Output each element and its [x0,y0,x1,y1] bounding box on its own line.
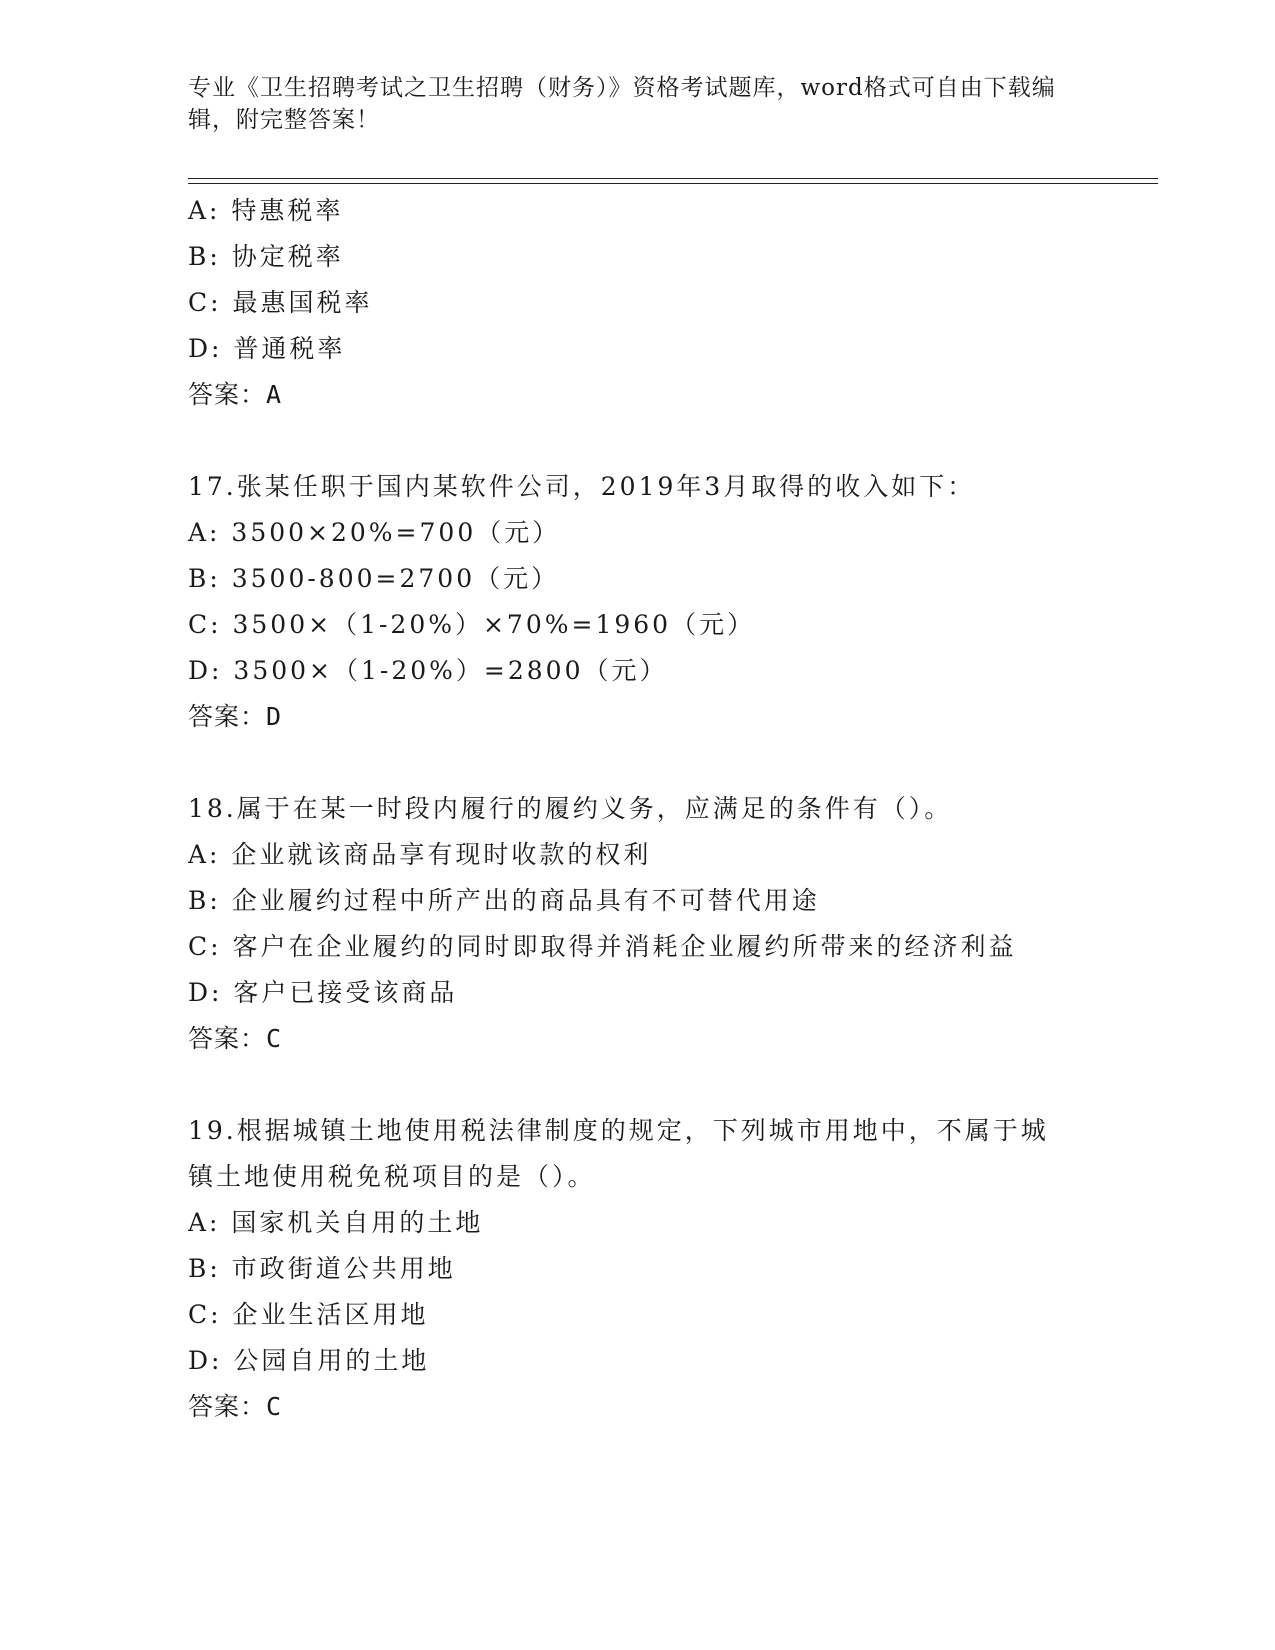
option-b: B: 企业履约过程中所产出的商品具有不可替代用途 [188,886,820,915]
answer-label: 答案： [188,380,267,409]
answer-line [188,694,1128,740]
option-a: A: 国家机关自用的土地 [188,1208,484,1237]
answer-label: 答案： [188,1392,267,1421]
header-divider-bottom [188,183,1158,184]
spacer [188,1062,1128,1108]
answer-value: C [266,1392,283,1421]
option-c: C: 3500×（1-20%）×70%=1960（元） [188,610,756,639]
option-a: A: 特惠税率 [188,196,344,225]
question-stem-line-1: 19.根据城镇土地使用税法律制度的规定，下列城市用地中，不属于城 [188,1116,1049,1145]
header-divider-top [188,178,1158,179]
option-b: B: 协定税率 [188,242,344,271]
option-d: D: 公园自用的土地 [188,1346,430,1375]
option-a: A: 3500×20%=700（元） [188,518,561,547]
question-stem: 17.张某任职于国内某软件公司，2019年3月取得的收入如下： [188,472,976,501]
answer-line [188,1016,1128,1062]
spacer [188,418,1128,464]
answer-label: 答案： [188,1024,267,1053]
question-18 [188,786,1128,1062]
question-stem-line-2: 镇土地使用税免税项目的是（）。 [188,1162,596,1191]
answer-line [188,1384,1128,1430]
answer-value: D [266,702,283,731]
option-d: D: 客户已接受该商品 [188,978,458,1007]
option-c: C: 企业生活区用地 [188,1300,429,1329]
option-b: B: 3500-800=2700（元） [188,564,560,593]
answer-label: 答案： [188,702,267,731]
option-d: D: 3500×（1-20%）=2800（元） [188,656,668,685]
answer-value: A [266,380,283,409]
document-intro: 专业《卫生招聘考试之卫生招聘（财务）》资格考试题库，word格式可自由下载编辑，附完整答案！ [188,75,1056,133]
spacer [188,740,1128,786]
question-stem: 18.属于在某一时段内履行的履约义务，应满足的条件有（）。 [188,794,953,823]
answer-line [188,372,1128,418]
option-c: C: 最惠国税率 [188,288,373,317]
answer-value: C [266,1024,283,1053]
option-d: D: 普通税率 [188,334,346,363]
option-b: B: 市政街道公共用地 [188,1254,456,1283]
question-17 [188,464,1128,740]
option-a: A: 企业就该商品享有现时收款的权利 [188,840,652,869]
option-c: C: 客户在企业履约的同时即取得并消耗企业履约所带来的经济利益 [188,932,1017,961]
question-16 [188,188,1128,418]
question-19 [188,1108,1128,1430]
question-list [188,188,1128,1430]
